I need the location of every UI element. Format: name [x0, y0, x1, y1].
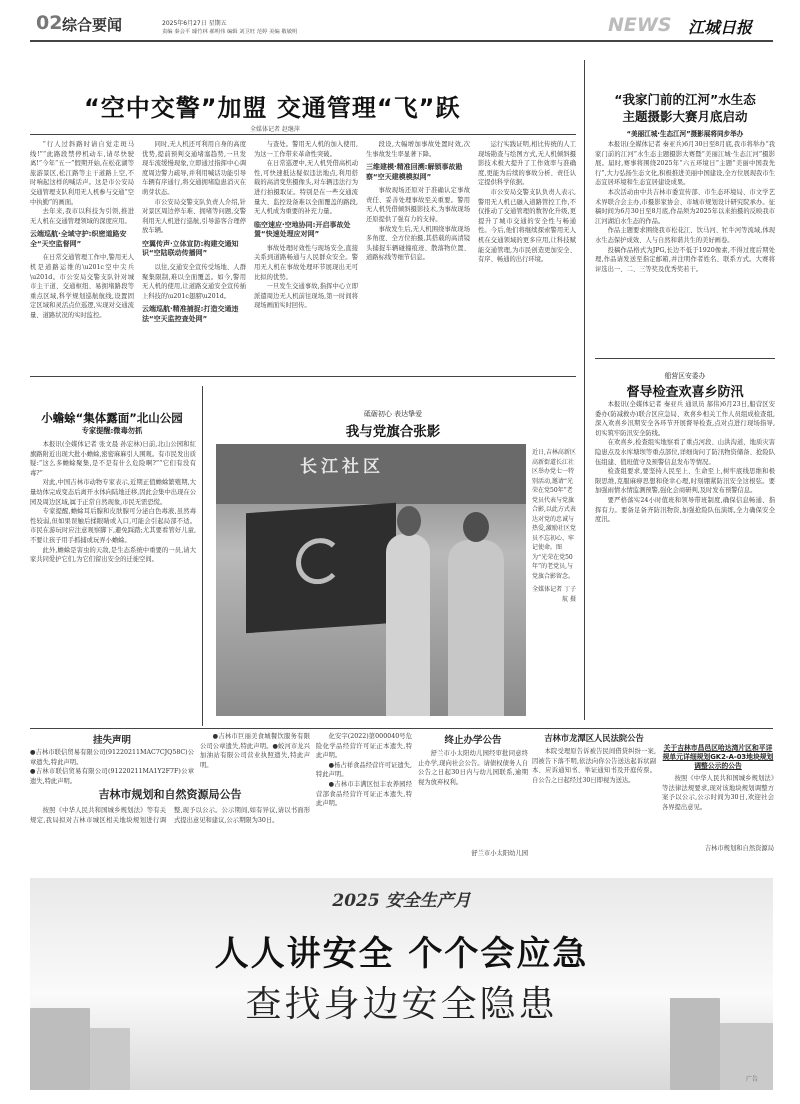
lead-headline: “空中交警”加盟 交通管理“飞”跃: [84, 94, 461, 122]
page-number: 02: [36, 12, 63, 34]
school-closure-notice: 终止办学公告 舒兰市小太阳幼儿园经审批同意终止办学,现向社会公告。请债权债务人自公告之日起30日内与幼儿园联系,逾期视为放弃权利。 舒兰市小太阳幼儿园: [418, 732, 528, 862]
toad-headline: 小蟾蜍“集体露面”北山公园: [41, 411, 183, 425]
river-intro: 本报讯(全媒体记者 秦亚兵)6月30日至8月底,我市将举办“我家门前的江河”水生态主题摄影大赛暨“美丽江城·生态江河”摄影展。届时,赛事将围绕2025年“六五环境日”主题“美丽中国我先行”,大力弘扬生态文化,积极推进美丽中国建设,全方位展现我市生态宜居环境和生态宜居建设成果。: [595, 141, 775, 187]
lead-subhead-1: 云端巡航·全域守护:织密道路安全“天空监督网”: [30, 230, 127, 248]
party-flag: [246, 503, 396, 633]
loss-notice-item-2: ●吉林市联信贸易有限公司(91220211MA1Y2F7F)公章遗失,特此声明。: [30, 768, 194, 785]
court-notice: 吉林市龙潭区人民法院公告 本院受理原告诉被告民间借贷纠纷一案,因被告下落不明,依法向你公告送达起诉状副本、应诉通知书、举证通知书及开庭传票。自公告之日起经过30日即视为送达。: [532, 733, 656, 784]
toad-subtitle: 专家提醒:微毒勿抓: [81, 426, 143, 435]
photo-sign-text: 长江社区: [300, 457, 384, 477]
river-body: 本报讯(全媒体记者 秦亚兵)6月30日至8月底,我市将举办“我家门前的江河”水生态主题摄影大赛暨“美丽江城·生态江河”摄影展。届时,赛事将围绕2025年“六五环境日”主题“美丽中国我先行”,大力弘扬生态文化,积极推进美丽中国建设,全方位展现我市生态宜居环境和生态宜居建设成果。 本次活动由中共吉林市委宣传部、市生态环境局、市文学艺术界联合会主办,市摄影家协会、市城市规划设计研究院承办。征稿时间为6月30日至8月底,作品须为2025年以来拍摄的反映我市江河湖泊水生态的作品。 作品主题要求围绕我市松花江、饮马河、牤牛河等流域,体现水生态保护成效、人与自然和谐共生的美好画卷。 投稿作品格式为JPG,长边不低于1920像素,不得过度后期处理,作品请发送至指定邮箱,并注明作者姓名、联系方式。大赛将评选出一、二、三等奖及优秀奖若干。: [595, 141, 775, 273]
party-photo: [216, 444, 526, 716]
gk-notice-title: 关于吉林市昌邑区哈达湾片区和平详规单元详细规划GK2-A-03地块规划调整公示的公告: [662, 744, 774, 770]
ad-label: 广告: [746, 1076, 759, 1083]
loss-notice-item-1: ●吉林市联信贸易有限公司(91220211MAC7CJQ58C)公章遗失,特此声明。: [30, 749, 194, 766]
toad-body: 本报讯(全媒体记者 张文晨 孙宏林)日前,北山公园和紅旗路附近出现大批小蟾蜍,密密麻麻引人围观。有市民发出质疑:“这么多蟾蜍聚集,是不是有什么危险啊?”“它们有没有毒?” 对此,中国吉林市动物专家表示,近期正值蟾蜍繁殖期,大量幼体完成变态后离开水体向陆地迁移,因此会集中出现在公园及周边区域,属于正常自然现象,市民无需恐慌。 专家提醒,蟾蜍耳后腺和皮肤腺可分泌白色毒液,虽然毒性较弱,但如果误触后揉眼睛或入口,可能会引起局部不适。市民在游玩时应注意观察脚下,避免踩踏;尤其要看管好儿童,不要让孩子用手抓捕或玩弄小蟾蜍。 此外,蟾蜍是害虫的天敌,是生态系统中重要的一员,请大家共同爱护它们,为它们留出安全的迁徙空间。: [30, 441, 196, 564]
lead-byline: 全媒体记者 赵继萍: [250, 126, 300, 133]
planning-notice-title: 吉林市规划和自然资源局公告: [98, 788, 242, 801]
masthead-rule: [30, 40, 773, 42]
planning-notice: 吉林市规划和自然资源局公告 按照《中华人民共和国城乡规划法》等有关规定,我局拟对吉林市城区相关地块规划进行调整,现予以公示。公示期间,如有异议,请以书面形式提出意见和建议,公示期限为30日。: [30, 788, 310, 824]
flood-intro: 本报讯(全媒体记者 秦亚兵 通讯员 郝伟)6月23日,船营区安委办(防减救办)联合区应急局、欢喜乡相关工作人员组成检查组,深入欢喜乡汛期安全各环节开展督导检查,点对点进行现场指导,切实筑牢防汛安全防线。: [595, 401, 775, 437]
safety-banner: [30, 878, 773, 1090]
lead-rule: [30, 134, 576, 135]
party-kicker: 砥砺初心 表达挚爱: [363, 410, 423, 418]
lead-subhead-4: 临空速应·空地协同:开启事故处置“快速处理应对网”: [254, 220, 351, 239]
flood-headline: 督导检查欢喜乡防汛: [626, 385, 744, 400]
flood-body: 本报讯(全媒体记者 秦亚兵 通讯员 郝伟)6月23日,船营区安委办(防减救办)联合区应急局、欢喜乡相关工作人员组成检查组,深入欢喜乡汛期安全各环节开展督导检查,点对点进行现场指导,切实筑牢防汛安全防线。 在欢喜乡,检查组实地察看了重点河段、山洪沟道、地质灾害隐患点及水库塘坝等重点部位,详细询问了防汛物资储备、抢险队伍组建、值班值守及预警信息发布等情况。 检查组要求,要坚持人民至上、生命至上,树牢底线思维和极限思维,克服麻痹思想和侥幸心理,时刻绷紧防汛安全这根弦。要加强雨情水情监测预警,强化会商研判,及时发布预警信息。 要严格落实24小时值班和领导带班制度,确保信息畅通、指挥有力。要备足备齐防汛物资,加强抢险队伍演练,全力确保安全度汛。: [595, 401, 775, 524]
misc-notices-col-2: 化安字(2022)第000040号危险化学品经营许可证正本遗失,特此声明。 ●杨占祥食品经营许可证遗失,特此声明。 ●吉林市丰满区恒丰农养园经营部食品经营许可证正本遗失,特此声明。: [316, 733, 412, 808]
lead-col-1: “行人过斜路时请自觉走斑马线!”“此路段禁停机动车,请尽快驶离!”今年“五一”假期开始,在松花湖等旅游景区,松江路等主干道路上空,不时响起这样的喊话声。这是市公安局交通管理支队利用无人机参与交通“空中执勤”的画面。 去年来,我市以科技为引领,推进无人机在交通管理领域的深度应用。 云端巡航·全域守护:织密道路安全“天空监督网” 在日常交通管理工作中,警用无人机是道路运维的\u201c空中尖兵\u201d。市公安局交警支队针对城市主干道、交通枢纽、易拥堵路段等重点区域,科学规划巡航航线,设置固定区域和灵活点位巡逻,实现对交通流量、道路状况的实时监控。: [30, 141, 134, 319]
court-notice-title: 吉林市龙潭区人民法院公告: [544, 733, 644, 743]
river-headline-1: “我家门前的江河”水生态: [614, 92, 756, 107]
gk-notice: 关于吉林市昌邑区哈达湾片区和平详规单元详细规划GK2-A-03地块规划调整公示的公告 按照《中华人民共和国城乡规划法》等法律法规要求,现对该地块规划调整方案予以公示,公示时间为30日,欢迎社会各界提出意见。 吉林市规划和自然资源局: [662, 744, 774, 852]
person-left: [386, 534, 430, 716]
party-credit: 全媒体记者 丁子航 摄: [532, 586, 576, 603]
lead-subhead-2: 空翼传声·立体宣防:构建交通知识“空陆联动传播网”: [142, 239, 239, 258]
party-headline: 我与党旗合张影: [345, 424, 441, 440]
lead-intro: “行人过斜路时请自觉走斑马线!”“此路段禁停机动车,请尽快驶离!”今年“五一”假期开始,在松花湖等旅游景区,松江路等主干道路上空,不时响起这样的喊话声。这是市公安局交通管理支队利用无人机参与交通“空中执勤”的画面。: [30, 141, 134, 206]
lead-col-5: 运行实践证明,相比传统的人工现场勘查与绘图方式,无人机倾斜摄影技术极大提升了工作效率与准确度,更能为后续的事故分析、责任认定提供科学依据。 市公安局交警支队负责人表示,警用无人机已融入道路管控工作,不仅推动了交通管理的数智化升级,更提升了城市交通的安全性与畅通性。今后,他们将继续探索警用无人机在交通领域的更多应用,让科技赋能交通管理,为市民创造更加安全、有序、畅通的出行环境。: [478, 141, 576, 264]
loss-notice: [30, 732, 194, 785]
river-subtitle: “美丽江城·生态江河”摄影展将同步举办: [626, 130, 744, 138]
section-name: 综合要闻: [62, 16, 123, 34]
river-headline-2: 主题摄影大赛月底启动: [622, 109, 748, 124]
school-closure-title: 终止办学公告: [444, 735, 502, 746]
misc-notices-col-1: ●吉林市巨丽美食城餐饮服务有限公司公章遗失,特此声明。●蛟河市龙兴加油站有限公司营业执照遗失,特此声明。: [200, 733, 310, 769]
loss-notice-title: 挂失声明: [92, 735, 131, 746]
banner-slogan-2: 查找身边安全隐患: [245, 984, 558, 1025]
party-caption-text: 近日,吉林高新区高新街道长江社区举办党七一特别活动,邀请“光荣在党50年”老党员代表与党旗合影,以此方式表达对党的忠诚与热爱,激励社区党员不忘初心、牢记使命。图为“光荣在党50年”的老党员,与党旗合影留念。: [532, 449, 576, 580]
masthead: [0, 0, 800, 42]
lead-col-4: 段设,大幅增加事故处置时效,次生事故发生率显著下降。 三维建模·精准回溯:解锁事故勘察“空天建模模拟网” 事故现场还原对于准确认定事故责任、妥善处理事故至关重要。警用无人机凭借倾斜摄影技术,为事故现场还原提供了强有力的支持。 事故发生后,无人机围绕事故现场多角度、全方位拍摄,其搭载的高清镜头捕捉车辆碰撞痕迹、散落物位置、道路标线等细节信息。: [366, 141, 470, 262]
party-caption: [532, 448, 576, 604]
toad-intro: 本报讯(全媒体记者 张文晨 孙宏林)日前,北山公园和紅旗路附近出现大批小蟾蜍,密密麻麻引人围观。有市民发出质疑:“这么多蟾蜍聚集,是不是有什么危险啊?”“它们有没有毒?”: [30, 441, 196, 477]
lead-subhead-3: 云端巡航·精准捕捉:打造交通违法“空天监控查处网”: [142, 305, 239, 323]
hammer-sickle-icon: [296, 537, 342, 586]
gk-notice-sign: 吉林市规划和自然资源局: [704, 845, 774, 852]
person-right: [448, 540, 504, 716]
banner-slogan-1: 人人讲安全 个个会应急: [214, 934, 589, 974]
school-closure-sign: 舒兰市小太阳幼儿园: [471, 850, 528, 857]
brand-english: NEWS: [608, 14, 672, 36]
banner-year-title: 2025 安全生产月: [332, 891, 471, 911]
flood-kicker: 船营区安委办: [664, 372, 706, 380]
lead-col-2: 同时,无人机还可利用自身的高度优势,提前预判交通堵塞趋势,一旦发现车流缓慢现象,立即通过指挥中心调度周边警力疏导,并利用喊话功能引导车辆有序通行,将交通拥堵隐患消灭在萌芽状态。 市公安局交警支队负责人介绍,针对景区周边停车难、拥堵等问题,交警利用无人机进行巡航,引导游客合理停放车辆。 空翼传声·立体宣防:构建交通知识“空陆联动传播网” 以往,交通安全宣传受场地、人群聚集限制,难以全面覆盖。如今,警用无人机的使用,让道路交通安全宣传插上科技的\u201c翅膀\u201d。 云端巡航·精准捕捉:打造交通违法“空天监控查处网”: [142, 141, 246, 323]
date-line: 2025年6月27日 星期五: [162, 20, 227, 27]
editors-line: 责编 秦会平 璩竹林 郝明伟 编辑 刘卫旺 范婷 美编 敬敏明: [162, 29, 298, 35]
lead-subhead-5: 三维建模·精准回溯:解锁事故勘察“空天建模模拟网”: [366, 163, 463, 181]
lead-col-3: 与查处。警用无人机的加入使用,为这一工作带来革命性突破。 在日常巡逻中,无人机凭借高机动性,可快速抵达疑似违法地点,利用搭载的高清变焦摄像头,对车辆违法行为进行拍摄取证。特别是在一些交通流量大、监控设备难以全面覆盖的路段,无人机成为重要的补充力量。 临空速应·空地协同:开启事故处置“快速处理应对网” 事故处理时效性与现场安全,直接关系到道路畅通与人民群众安全。警用无人机在事故处理环节展现出无可比拟的优势。 一旦发生交通事故,指挥中心立即派遣周边无人机前往现场,第一时间将现场画面实时回传。: [254, 141, 358, 310]
brand-logo: 江城日报: [688, 18, 753, 37]
